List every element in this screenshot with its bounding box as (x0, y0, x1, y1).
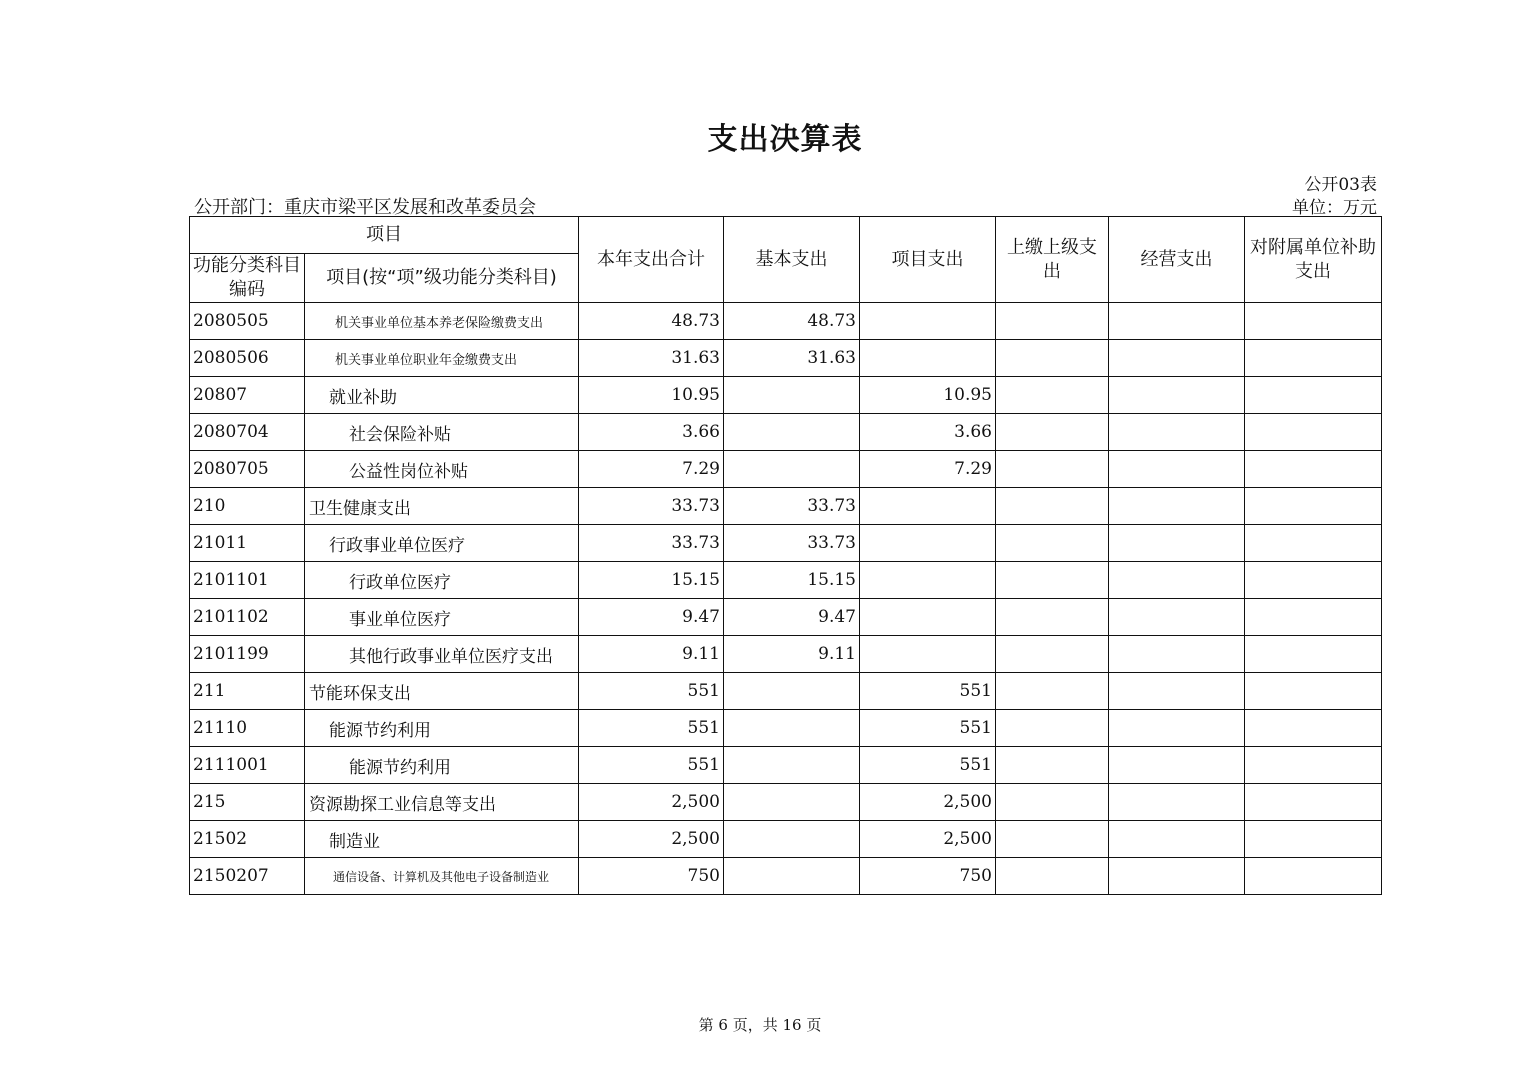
row-upper (996, 525, 1109, 562)
row-total: 2,500 (579, 784, 724, 821)
header-name: 项目(按“项”级功能分类科目) (305, 254, 579, 303)
row-subsidiary (1245, 377, 1382, 414)
row-code: 2080704 (190, 414, 305, 451)
row-total: 551 (579, 673, 724, 710)
department-label: 公开部门：重庆市梁平区发展和改革委员会 (194, 197, 536, 218)
row-basic (724, 784, 860, 821)
row-basic (724, 377, 860, 414)
row-name: 机关事业单位基本养老保险缴费支出 (305, 303, 579, 340)
table-row (190, 414, 1382, 451)
row-business (1109, 340, 1245, 377)
row-total: 48.73 (579, 303, 724, 340)
row-project: 2,500 (860, 821, 996, 858)
row-subsidiary (1245, 340, 1382, 377)
row-upper (996, 747, 1109, 784)
row-project (860, 525, 996, 562)
form-number: 公开03表 (1304, 175, 1377, 195)
row-code: 2111001 (190, 747, 305, 784)
row-subsidiary (1245, 821, 1382, 858)
row-name: 通信设备、计算机及其他电子设备制造业 (305, 858, 579, 895)
row-business (1109, 821, 1245, 858)
header-business: 经营支出 (1109, 217, 1245, 303)
row-business (1109, 525, 1245, 562)
row-project: 7.29 (860, 451, 996, 488)
row-upper (996, 451, 1109, 488)
row-subsidiary (1245, 673, 1382, 710)
header-code: 功能分类科目编码 (190, 254, 305, 303)
row-basic (724, 747, 860, 784)
header-row-top (190, 217, 1382, 254)
row-total: 9.11 (579, 636, 724, 673)
table-row (190, 340, 1382, 377)
row-subsidiary (1245, 747, 1382, 784)
row-basic (724, 710, 860, 747)
row-project: 10.95 (860, 377, 996, 414)
row-name: 行政事业单位医疗 (305, 525, 579, 562)
row-basic: 15.15 (724, 562, 860, 599)
row-subsidiary (1245, 525, 1382, 562)
row-project (860, 636, 996, 673)
row-basic: 48.73 (724, 303, 860, 340)
row-upper (996, 414, 1109, 451)
row-basic (724, 821, 860, 858)
row-upper (996, 821, 1109, 858)
row-project (860, 340, 996, 377)
row-name: 卫生健康支出 (305, 488, 579, 525)
table-row (190, 377, 1382, 414)
row-project (860, 303, 996, 340)
row-upper (996, 673, 1109, 710)
row-subsidiary (1245, 636, 1382, 673)
row-upper (996, 562, 1109, 599)
row-code: 20807 (190, 377, 305, 414)
row-name: 节能环保支出 (305, 673, 579, 710)
row-total: 15.15 (579, 562, 724, 599)
row-code: 21110 (190, 710, 305, 747)
row-business (1109, 710, 1245, 747)
table-row (190, 525, 1382, 562)
row-business (1109, 747, 1245, 784)
row-total: 33.73 (579, 488, 724, 525)
table-row (190, 858, 1382, 895)
table-row (190, 488, 1382, 525)
row-name: 能源节约利用 (305, 710, 579, 747)
row-business (1109, 599, 1245, 636)
row-project: 551 (860, 710, 996, 747)
row-upper (996, 784, 1109, 821)
page-title: 支出决算表 (707, 122, 863, 157)
row-basic: 9.47 (724, 599, 860, 636)
row-subsidiary (1245, 710, 1382, 747)
row-basic (724, 451, 860, 488)
row-business (1109, 488, 1245, 525)
unit-label: 单位：万元 (1292, 198, 1377, 218)
row-project (860, 562, 996, 599)
header-subsidiary: 对附属单位补助支出 (1245, 217, 1382, 303)
row-subsidiary (1245, 414, 1382, 451)
row-name: 就业补助 (305, 377, 579, 414)
row-upper (996, 636, 1109, 673)
row-basic: 31.63 (724, 340, 860, 377)
row-upper (996, 340, 1109, 377)
row-basic (724, 673, 860, 710)
row-name: 资源勘探工业信息等支出 (305, 784, 579, 821)
row-code: 2101101 (190, 562, 305, 599)
row-total: 750 (579, 858, 724, 895)
row-upper (996, 599, 1109, 636)
table-row (190, 303, 1382, 340)
row-upper (996, 303, 1109, 340)
row-code: 2080506 (190, 340, 305, 377)
row-project (860, 599, 996, 636)
row-business (1109, 377, 1245, 414)
row-total: 551 (579, 710, 724, 747)
row-name: 机关事业单位职业年金缴费支出 (305, 340, 579, 377)
row-upper (996, 488, 1109, 525)
row-total: 551 (579, 747, 724, 784)
row-business (1109, 673, 1245, 710)
row-upper (996, 377, 1109, 414)
row-subsidiary (1245, 562, 1382, 599)
row-basic: 9.11 (724, 636, 860, 673)
row-code: 210 (190, 488, 305, 525)
table-row (190, 673, 1382, 710)
row-subsidiary (1245, 858, 1382, 895)
row-name: 事业单位医疗 (305, 599, 579, 636)
row-total: 10.95 (579, 377, 724, 414)
header-total: 本年支出合计 (579, 217, 724, 303)
row-name: 行政单位医疗 (305, 562, 579, 599)
row-business (1109, 451, 1245, 488)
header-project: 项目支出 (860, 217, 996, 303)
row-project: 3.66 (860, 414, 996, 451)
row-basic (724, 858, 860, 895)
header-item-group: 项目 (190, 217, 579, 254)
row-code: 2080705 (190, 451, 305, 488)
expenditure-table (189, 216, 1382, 895)
row-business (1109, 784, 1245, 821)
row-project (860, 488, 996, 525)
row-code: 2101199 (190, 636, 305, 673)
row-total: 3.66 (579, 414, 724, 451)
row-project: 551 (860, 747, 996, 784)
row-project: 551 (860, 673, 996, 710)
row-basic (724, 414, 860, 451)
page-footer: 第 6 页，共 16 页 (698, 1016, 822, 1034)
table-body (190, 303, 1382, 895)
row-business (1109, 303, 1245, 340)
row-code: 2150207 (190, 858, 305, 895)
table-row (190, 599, 1382, 636)
row-name: 公益性岗位补贴 (305, 451, 579, 488)
row-code: 21011 (190, 525, 305, 562)
row-subsidiary (1245, 451, 1382, 488)
row-subsidiary (1245, 488, 1382, 525)
table-row (190, 562, 1382, 599)
row-code: 21502 (190, 821, 305, 858)
row-business (1109, 562, 1245, 599)
row-name: 能源节约利用 (305, 747, 579, 784)
row-subsidiary (1245, 303, 1382, 340)
row-code: 215 (190, 784, 305, 821)
table-row (190, 784, 1382, 821)
row-total: 33.73 (579, 525, 724, 562)
row-name: 其他行政事业单位医疗支出 (305, 636, 579, 673)
row-total: 9.47 (579, 599, 724, 636)
row-code: 211 (190, 673, 305, 710)
table-row (190, 821, 1382, 858)
row-upper (996, 710, 1109, 747)
row-business (1109, 414, 1245, 451)
row-total: 31.63 (579, 340, 724, 377)
row-business (1109, 858, 1245, 895)
row-total: 7.29 (579, 451, 724, 488)
row-subsidiary (1245, 599, 1382, 636)
row-business (1109, 636, 1245, 673)
table-row (190, 451, 1382, 488)
row-basic: 33.73 (724, 488, 860, 525)
row-project: 750 (860, 858, 996, 895)
row-name: 社会保险补贴 (305, 414, 579, 451)
table-row (190, 747, 1382, 784)
row-total: 2,500 (579, 821, 724, 858)
table-row (190, 636, 1382, 673)
row-name: 制造业 (305, 821, 579, 858)
table-row (190, 710, 1382, 747)
row-subsidiary (1245, 784, 1382, 821)
header-upper: 上缴上级支出 (996, 217, 1109, 303)
row-code: 2080505 (190, 303, 305, 340)
row-basic: 33.73 (724, 525, 860, 562)
row-project: 2,500 (860, 784, 996, 821)
header-basic: 基本支出 (724, 217, 860, 303)
row-code: 2101102 (190, 599, 305, 636)
row-upper (996, 858, 1109, 895)
